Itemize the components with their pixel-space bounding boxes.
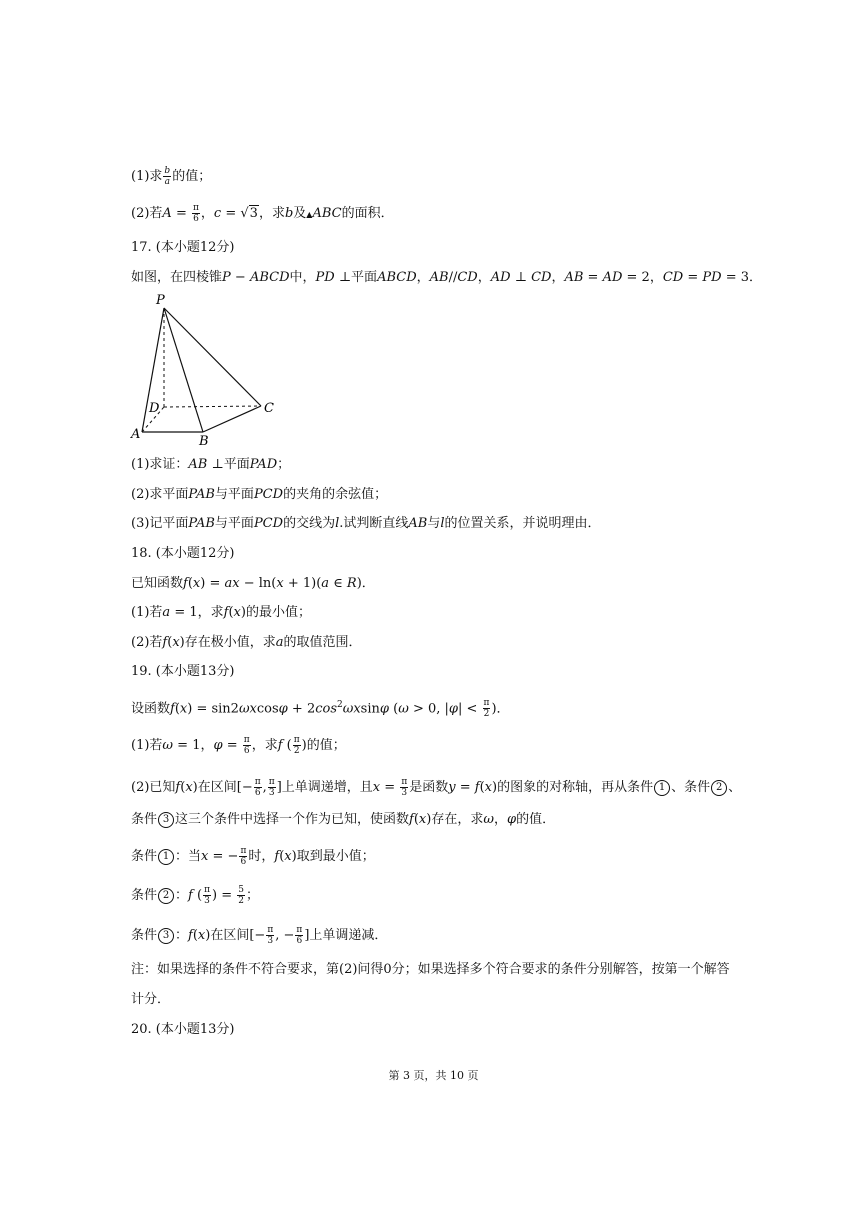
- q18-heading: 18. (本小题12分): [131, 546, 235, 561]
- q17-part2: (2)求平面PAB与平面PCD的夹角的余弦值；: [131, 487, 388, 502]
- note-line2: 计分．: [131, 992, 171, 1007]
- q18-part1: (1)若a = 1，求f(x)的最小值；: [131, 605, 311, 620]
- q16-part2: (2)若A = $\frac{\pi}{6}$ ，c = √3，求b及▲ABC的面积．: [131, 203, 394, 224]
- edge-pc: [164, 308, 261, 406]
- condition-1: 条件 1 ：当x = − $\frac{\pi}{6}$ 时，f(x)取到最小值；: [131, 846, 375, 867]
- q16-part1: (1)求 $\frac{b}{a}$ 的值；: [131, 166, 212, 187]
- q19-heading: 19. (本小题13分): [131, 664, 235, 679]
- q19-part1: (1)若ω = 1，φ = $\frac{\pi}{6}$ ，求f ( $\frac{\pi}{2}$ )的值；: [131, 735, 346, 756]
- note-line1: 注：如果选择的条件不符合要求，第(2)问得0分；如果选择多个符合要求的条件分别解答，按第一个解答: [131, 962, 730, 977]
- pyramid-figure: [128, 290, 288, 450]
- q19-part2-line1: (2)已知f(x)在区间[− $\frac{\pi}{6}$ , $\frac{\pi}{3}$ ]上单调递增，且x = $\frac{\pi}{3}$ 是函数y = f(x)的图象的对称轴，再从条件 1 、条件 2 、: [131, 777, 742, 798]
- q17-part1: (1)求证：AB ⊥平面PAD；: [131, 457, 291, 472]
- label-c: C: [264, 401, 274, 416]
- label-a: A: [131, 427, 141, 442]
- condition-2: 条件 2 ：f ( $\frac{\pi}{3}$ ) = $\frac{5}{2}$ ；: [131, 885, 259, 906]
- q17-statement: 如图，在四棱锥P − ABCD中，PD ⊥平面ABCD，AB//CD，AD ⊥ CD，AB = AD = 2，CD = PD = 3．: [131, 270, 763, 285]
- condition-3: 条件 3 ：f(x)在区间[− $\frac{\pi}{3}$ , − $\frac{\pi}{6}$ ]上单调递减．: [131, 925, 388, 946]
- label-b: B: [199, 434, 209, 449]
- q18-part2: (2)若f(x)存在极小值，求a的取值范围．: [131, 635, 362, 650]
- label-d: D: [149, 401, 160, 416]
- q20-heading: 20. (本小题13分): [131, 1022, 235, 1037]
- q18-statement: 已知函数f(x) = ax − ln(x + 1)(a ∈ R)．: [131, 576, 375, 591]
- edge-bc: [203, 406, 261, 432]
- q19-part2-line2: 条件 3 这三个条件中选择一个作为已知，使函数f(x)存在，求ω，φ的值．: [131, 812, 556, 827]
- label-p: P: [156, 293, 165, 308]
- q17-part3: (3)记平面PAB与平面PCD的交线为l.试判断直线AB与l的位置关系，并说明理由．: [131, 516, 601, 531]
- page-footer: 第 3 页，共 10 页: [388, 1069, 479, 1082]
- edge-dc: [164, 406, 261, 407]
- q17-heading: 17. (本小题12分): [131, 240, 235, 255]
- q19-statement: 设函数$f(x) = \sin 2\omega xcos\varphi + 2\cos^2\omega xsin\varphi$ (ω > 0, |φ| < $\frac{\pi}{2}$ )．: [131, 698, 510, 720]
- edge-pb: [164, 308, 203, 432]
